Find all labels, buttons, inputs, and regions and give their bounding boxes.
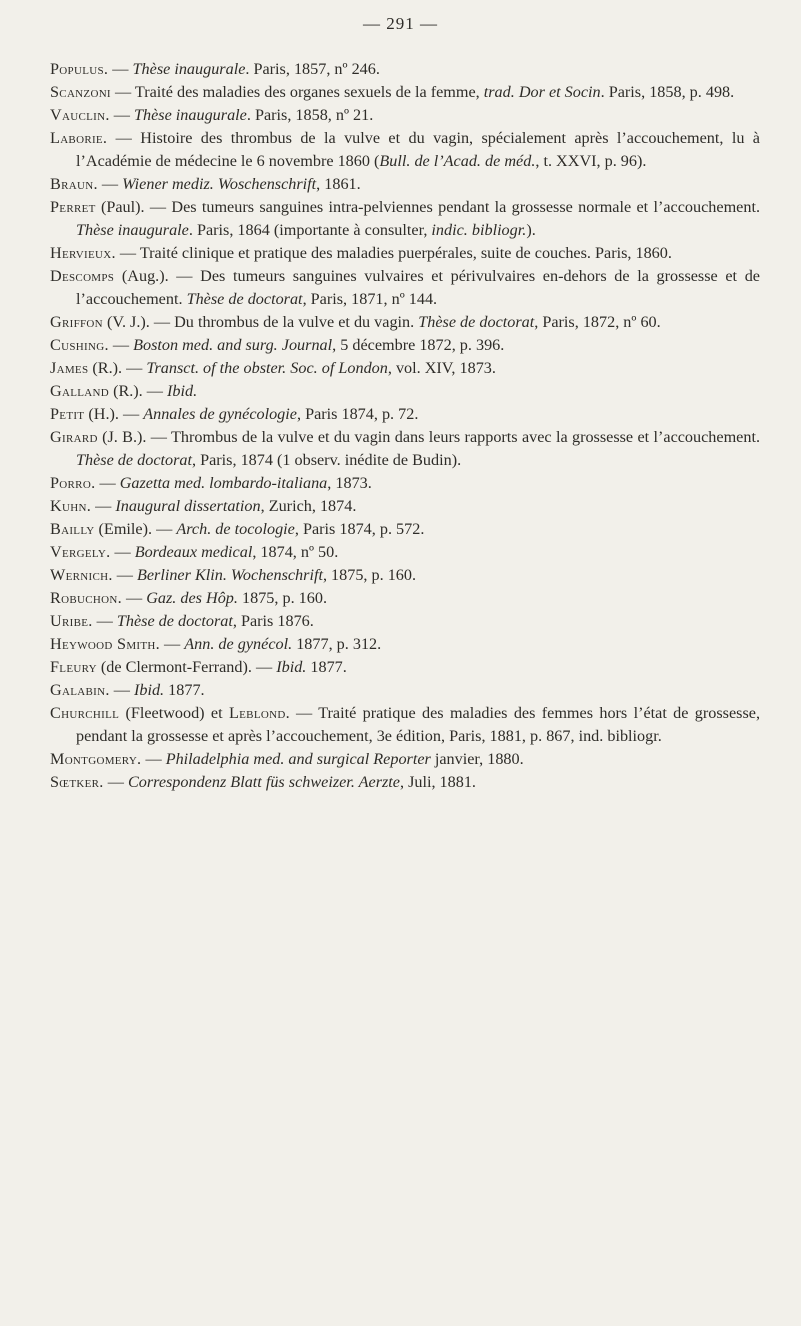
reference-author: Hervieux. (50, 244, 116, 262)
reference-text: , Juli, 1881. (399, 773, 476, 791)
reference-text: , Paris 1874, p. 72. (296, 405, 419, 423)
reference-title: Ibid. (276, 658, 307, 676)
reference-author: Descomps (50, 267, 115, 285)
reference-text: , Zurich, 1874. (260, 497, 357, 515)
reference-title: trad. Dor et Socin (483, 83, 601, 101)
reference-author: Heywood Smith. (50, 635, 160, 653)
reference-text: (J. B.). — Thrombus de la vulve et du vagin dans leurs rapports avec la grossesse et l’accouchement. (97, 428, 760, 446)
reference-title: Gazetta med. lombardo-italiana (119, 474, 328, 492)
bibliography-list (50, 58, 760, 794)
reference-text: (R.). — (109, 382, 168, 400)
reference-text: , Paris, 1871, nº 144. (302, 290, 438, 308)
reference-author: Galabin. (50, 681, 110, 699)
reference-title: Thèse inaugurale (133, 106, 247, 124)
reference-title: Thèse de doctorat (186, 290, 303, 308)
reference-author: Girard (50, 428, 98, 446)
reference-author: Porro. (50, 474, 96, 492)
reference-title: Inaugural dissertation (115, 497, 261, 515)
reference-text: (R.). — (88, 359, 147, 377)
reference-author: Braun. (50, 175, 98, 193)
reference-text: — (97, 175, 123, 193)
reference-entry (50, 265, 760, 311)
reference-title: Thèse inaugurale (132, 60, 246, 78)
reference-title: Gaz. des Hôp. (146, 589, 238, 607)
reference-text: — (109, 681, 134, 699)
reference-title: Bordeaux medical (134, 543, 253, 561)
reference-author: Vergely. (50, 543, 111, 561)
reference-author: Petit (50, 405, 85, 423)
reference-text: ). (526, 221, 536, 239)
reference-title: Wiener mediz. Woschenschrift (122, 175, 317, 193)
reference-entry (50, 104, 760, 127)
reference-entry (50, 242, 760, 265)
reference-title: Thèse de doctorat (116, 612, 233, 630)
reference-text: , 5 décembre 1872, p. 396. (332, 336, 505, 354)
reference-text: — (159, 635, 185, 653)
reference-text: . — Traité pratique des maladies des femmes hors l’état de grossesse, pendant la grossesse et après l’accouchement, 3e édition, Paris, 1881, p. 867, ind. bibliogr. (76, 704, 760, 745)
reference-entry (50, 587, 760, 610)
reference-entry (50, 311, 760, 334)
reference-author: Perret (50, 198, 96, 216)
reference-text: — Traité des maladies des organes sexuels de la femme, (110, 83, 484, 101)
reference-entry (50, 495, 760, 518)
reference-title: Ann. de gynécol. (184, 635, 293, 653)
reference-entry (50, 472, 760, 495)
reference-entry (50, 357, 760, 380)
reference-text: , Paris 1874, p. 572. (294, 520, 425, 538)
reference-author: James (50, 359, 89, 377)
reference-text: 1875, p. 160. (237, 589, 327, 607)
reference-text: — (141, 750, 166, 768)
reference-author: Robuchon. (50, 589, 122, 607)
reference-text: (de Clermont-Ferrand). — (96, 658, 277, 676)
reference-text: , 1874, nº 50. (252, 543, 339, 561)
reference-author: Fleury (50, 658, 97, 676)
reference-text: , Paris 1876. (232, 612, 314, 630)
reference-author: Wernich. (50, 566, 113, 584)
reference-entry (50, 81, 760, 104)
reference-title: Ibid. (133, 681, 165, 699)
reference-text: — (112, 566, 137, 584)
page-number: — 291 — (363, 14, 438, 33)
reference-entry (50, 656, 760, 679)
reference-text: . Paris, 1858, p. 498. (600, 83, 735, 101)
reference-title: Thèse de doctorat (418, 313, 535, 331)
reference-entry (50, 196, 760, 242)
reference-entry (50, 173, 760, 196)
reference-author: Montgomery. (50, 750, 142, 768)
reference-title: Annales de gynécologie (143, 405, 297, 423)
reference-text: — (95, 474, 120, 492)
reference-title: Arch. de tocologie (176, 520, 295, 538)
reference-text: (Aug.). — Des tumeurs sanguines vulvaires et périvulvaires en-dehors de la grossesse et de l’accouchement. (76, 267, 760, 308)
reference-entry (50, 610, 760, 633)
reference-text: — (121, 589, 147, 607)
reference-author: Scanzoni (50, 83, 111, 101)
reference-entry (50, 633, 760, 656)
reference-title: Transct. of the obster. Soc. of London (146, 359, 388, 377)
reference-text: , Paris, 1872, nº 60. (534, 313, 661, 331)
reference-title: Philadelphia med. and surgical Reporter (165, 750, 431, 768)
reference-author: Cushing. (50, 336, 109, 354)
reference-title: Boston med. and surg. Journal (133, 336, 333, 354)
reference-text: — (92, 612, 117, 630)
reference-text: (Paul). — Des tumeurs sanguines intra-pelviennes pendant la grossesse normale et l’accouchement. (95, 198, 760, 216)
reference-text: 1877, p. 312. (292, 635, 382, 653)
reference-author: Sœtker. (50, 773, 104, 791)
reference-author: Vauclin. (50, 106, 110, 124)
reference-text: — (110, 543, 135, 561)
reference-entry (50, 679, 760, 702)
reference-title: indic. bibliogr. (431, 221, 527, 239)
reference-text: 1877. (164, 681, 205, 699)
reference-text: , Paris, 1874 (1 observ. inédite de Budin). (192, 451, 462, 469)
reference-entry (50, 58, 760, 81)
reference-text: (Fleetwood) et (119, 704, 229, 722)
reference-entry (50, 380, 760, 403)
reference-entry (50, 403, 760, 426)
reference-author: Uribe. (50, 612, 93, 630)
reference-author: Griffon (50, 313, 103, 331)
reference-author: Galland (50, 382, 110, 400)
reference-title: Bull. de l’Acad. de méd. (379, 152, 536, 170)
reference-text: , vol. XIV, 1873. (387, 359, 496, 377)
reference-text: (Emile). — (94, 520, 177, 538)
reference-text: . Paris, 1864 (importante à consulter, (188, 221, 432, 239)
reference-text: , t. XXVI, p. 96). (535, 152, 647, 170)
reference-title: Thèse inaugurale (76, 221, 189, 239)
reference-text: (H.). — (84, 405, 144, 423)
reference-author: Populus. (50, 60, 109, 78)
reference-text: — (108, 60, 133, 78)
reference-text: — (108, 336, 134, 354)
reference-entry (50, 127, 760, 173)
reference-title: Correspondenz Blatt füs schweizer. Aerzte (127, 773, 400, 791)
reference-author: Bailly (50, 520, 95, 538)
reference-entry (50, 426, 760, 472)
reference-entry (50, 771, 760, 794)
reference-entry (50, 518, 760, 541)
reference-text: — (91, 497, 116, 515)
reference-author: Churchill (50, 704, 120, 722)
reference-text: — Traité clinique et pratique des maladies puerpérales, suite de couches. Paris, 1860. (115, 244, 672, 262)
reference-text: (V. J.). — Du thrombus de la vulve et du vagin. (102, 313, 419, 331)
reference-title: Ibid. (167, 382, 198, 400)
reference-text: , 1873. (327, 474, 372, 492)
reference-entry (50, 748, 760, 771)
reference-text: , 1861. (316, 175, 361, 193)
reference-entry (50, 334, 760, 357)
reference-text: , 1875, p. 160. (322, 566, 417, 584)
reference-entry (50, 564, 760, 587)
reference-text: — (109, 106, 134, 124)
reference-author: Laborie. (50, 129, 108, 147)
reference-text: . Paris, 1857, nº 246. (245, 60, 380, 78)
reference-text: janvier, 1880. (430, 750, 524, 768)
reference-text: — (103, 773, 128, 791)
reference-title: Thèse de doctorat (76, 451, 192, 469)
reference-author: Kuhn. (50, 497, 92, 515)
reference-entry (50, 702, 760, 748)
reference-author: Leblond (228, 704, 286, 722)
reference-entry (50, 541, 760, 564)
reference-title: Berliner Klin. Wochenschrift (136, 566, 323, 584)
reference-text: 1877. (306, 658, 347, 676)
reference-text: — Histoire des thrombus de la vulve et du vagin, spécialement après l’accouchement, lu à l’Académie de médecine le 6 novembre 1860 ( (76, 129, 760, 170)
reference-text: . Paris, 1858, nº 21. (246, 106, 374, 124)
